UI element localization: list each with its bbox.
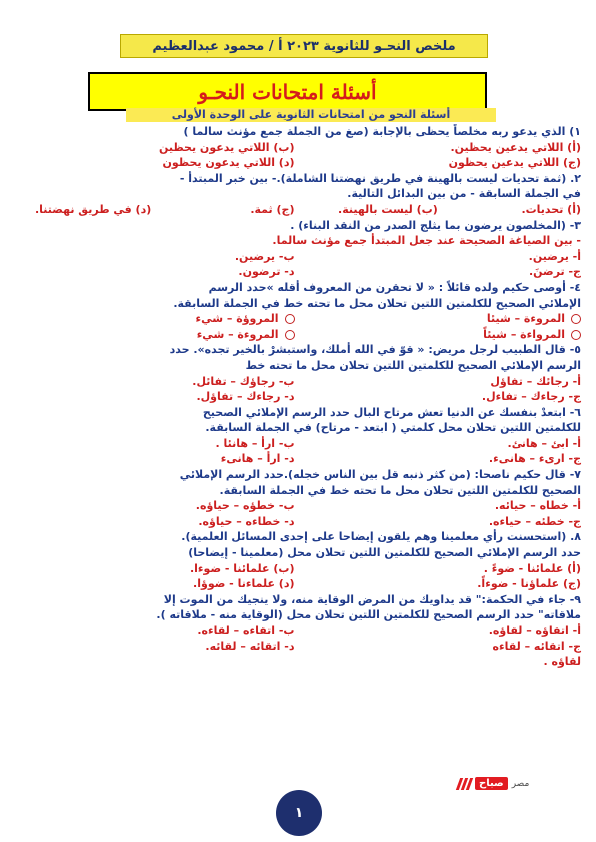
options-row — [14, 389, 581, 405]
page-title: أسئلة امتحانات النحـو — [88, 72, 487, 111]
option: أ- اتقاؤه – لقاؤه. — [488, 624, 581, 637]
options-row — [14, 623, 581, 639]
question-text: للكلمتين اللتين تحلان محل كلمتي ( ابتعد - مرتاح) في الجملة السابقة. — [205, 421, 581, 435]
option: (ب) ليست بالهينة. — [338, 202, 438, 216]
option: المروؤة – شيء — [195, 312, 279, 326]
option: ج- ارىء – هانىء. — [488, 452, 581, 466]
options-row — [14, 498, 581, 514]
options-row — [14, 327, 581, 343]
option: ج- رجاءك – تفاءل. — [481, 390, 581, 404]
option: (ب) اللاتي يدعون يحظين — [158, 140, 295, 154]
bullet-icon — [571, 330, 581, 340]
option: (د) اللاتي يدعون يحظون — [162, 156, 295, 170]
option: أ- رجائك – تفاؤل — [490, 374, 581, 388]
question-4: ٤- أوصى حكيم ولده قائلاً : « لا تحقرن من المعروف أقله »حدد الرسم — [208, 280, 581, 294]
question-text: ملاقاته" حدد الرسم الصحيح للكلمتين اللتين تحلان محل (الوقاية منه - ملاقاته ). — [156, 608, 581, 622]
question-1: ١) الذي يدعو ربه مخلصاً يحظى بالإجابة (صغ من الجملة جمع مؤنث سالما ) — [183, 125, 581, 138]
options-row — [14, 561, 581, 577]
watermark-logo — [458, 777, 529, 790]
option: ب- رجاؤك – تفائل. — [192, 374, 295, 388]
bullet-icon — [285, 314, 295, 324]
questions-body — [14, 124, 581, 670]
options-row — [14, 202, 581, 218]
options-row — [14, 155, 581, 171]
bullet-icon — [285, 330, 295, 340]
option: (د) علماءنا - ضوؤا. — [193, 577, 295, 591]
options-row — [14, 639, 581, 655]
bullet-icon — [571, 314, 581, 324]
option: (ج) اللاتي يدعين يحظون — [448, 156, 581, 170]
question-text: - بين الصياغة الصحيحة عند جعل المبتدأ جمع مؤنث سالما. — [272, 234, 581, 248]
option: المروءة – شيئا — [486, 312, 565, 326]
option: د- ارأ – هانىء — [220, 452, 295, 466]
page-number: ١ — [276, 790, 322, 836]
question-text: حدد الرسم الإملائي الصحيح للكلمتين اللتين تحلان محل (معلمينا - إيضاحا) — [188, 546, 581, 560]
question-text: الرسم الإملائي الصحيح للكلمتين اللتين تحلان محل ما تحته خط — [245, 358, 581, 372]
option: أ- يرضين. — [528, 249, 581, 263]
option: (ج) علماؤنا - ضوءاً. — [477, 577, 581, 591]
option: (أ) اللاتي يدعين يحظين. — [450, 140, 581, 154]
option: (أ) علمائنا - ضوءً . — [483, 561, 581, 575]
option: د- رجاءك – تفاؤل. — [196, 390, 295, 404]
option: د- ترضون. — [238, 265, 295, 279]
option: ج- اتقائه – لقاءه — [492, 639, 581, 653]
options-row — [14, 249, 581, 265]
question-9: ٩- جاء في الحكمة:" قد يداويك من المرض الوقاية منه، ولا ينجيك من الموت إلا — [163, 592, 581, 606]
option: (أ) تحديات. — [521, 202, 581, 216]
option: د- خطاءه – حياؤه. — [198, 514, 295, 528]
option: (ج) ثمة. — [250, 202, 295, 216]
option: لقاؤه . — [543, 655, 581, 669]
watermark-brand: صباح — [475, 777, 508, 790]
options-row — [14, 311, 581, 327]
question-3: ٣- (المخلصون يرضون بما يثلج الصدر من النقد البناء) . — [290, 218, 581, 232]
options-row — [14, 264, 581, 280]
stripes-icon — [458, 778, 471, 790]
option: أ- خطاه – حيائه. — [494, 499, 581, 513]
option: د- اتقائه – لقائه. — [205, 639, 295, 653]
question-5: ٥- قال الطبيب لرجل مريض: « قوّ في الله أملك، واستبشرْ بالخير تجده». حدد — [169, 343, 581, 357]
option: المروءة – شيء — [196, 327, 279, 341]
question-7: ٧- قال حكيم ناصحا: (من كثر ذنبه قل بين الناس خجله).حدد الرسم الإملائي — [179, 468, 581, 482]
options-row — [14, 436, 581, 452]
question-2: ٢. (ثمة تحديات ليست بالهينة في طريق نهضتنا الشاملة).- بين خبر المبتدأ - — [179, 171, 581, 185]
question-text: الإملائي الصحيح للكلمتين اللتين تحلان محل ما تحته خط في الجملة السابقة. — [173, 296, 581, 310]
option: (ب) علمائنا - ضوءا. — [189, 561, 295, 575]
option: ج- ترضنَ. — [528, 265, 581, 279]
option: ب- ارأ – هانئا . — [215, 436, 295, 450]
options-row — [14, 576, 581, 592]
question-6: ٦- ابتعدْ بنفسك عن الدنيا تعش مرتاح البال حدد الرسم الإملائي الصحيح — [202, 405, 581, 419]
question-8: ٨. (استحسنت رأي معلمينا وهم يلقون إيضاحا على إحدى المسائل العلمية). — [181, 530, 581, 544]
option: المرواءة – شيئاً — [483, 327, 565, 341]
option: ب- يرضين. — [234, 249, 295, 263]
options-row — [14, 451, 581, 467]
options-row — [14, 514, 581, 530]
option: ج- خطئه – حياءه. — [488, 514, 581, 528]
option: ب- اتقاءه – لقاءه. — [197, 624, 295, 637]
question-text: في الجملة السابقة - من بين البدائل التالية. — [347, 187, 581, 201]
options-row — [14, 374, 581, 390]
unit-heading: أسئلة النحو من امتحانات الثانوية على الوحدة الأولى — [126, 108, 496, 122]
options-row — [14, 140, 581, 156]
option: ب- خطؤه – حياؤه. — [195, 499, 295, 513]
question-text: الصحيح للكلمتين اللتين تحلان محل ما تحته خط في الجملة السابقة. — [219, 483, 581, 497]
option: أ- ابئ – هانئ. — [507, 436, 581, 450]
watermark-country: مصر — [511, 778, 530, 789]
header-bar: ملخص النحـو للثانوية ٢٠٢٣ أ / محمود عبدالعظيم — [120, 34, 488, 58]
option: (د) في طريق نهضتنا. — [34, 202, 152, 216]
